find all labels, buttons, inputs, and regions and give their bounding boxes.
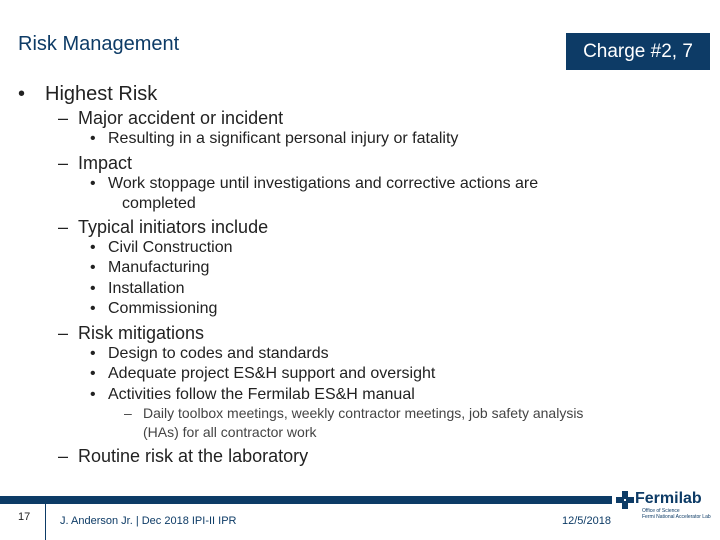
outline-text: completed (122, 195, 196, 212)
outline-text: Highest Risk (45, 83, 158, 105)
outline-text: Civil Construction (108, 239, 233, 256)
bullet-marker: • (90, 386, 96, 403)
footer-bar (0, 496, 612, 504)
outline-text: Installation (108, 280, 185, 297)
outline-text: Design to codes and standards (108, 345, 329, 362)
dash-marker: – (124, 405, 132, 421)
fermilab-logo-icon (616, 491, 634, 509)
slide-title: Risk Management (18, 33, 180, 55)
logo-subtitle-line: Office of Science (642, 508, 680, 514)
outline-text: (HAs) for all contractor work (143, 424, 317, 440)
dash-marker: – (58, 217, 69, 237)
charge-badge: Charge #2, 7 (566, 33, 710, 70)
logo-subtitle (642, 508, 711, 520)
page-number: 17 (18, 511, 31, 523)
bullet-marker: • (90, 280, 96, 297)
footer-date: 12/5/2018 (562, 515, 611, 527)
dash-marker: – (58, 446, 69, 466)
dash-marker: – (58, 153, 69, 173)
bullet-marker: • (90, 259, 96, 276)
logo-name: Fermilab (635, 490, 702, 507)
bullet-marker: • (18, 83, 26, 105)
bullet-marker: • (90, 365, 96, 382)
outline-text: Impact (78, 153, 133, 173)
bullet-marker: • (90, 345, 96, 362)
fermilab-logo (616, 490, 716, 526)
outline-text: Typical initiators include (78, 217, 269, 237)
bullet-marker: • (90, 130, 96, 147)
outline-text: Work stoppage until investigations and corrective actions are (108, 175, 539, 192)
bullet-marker: • (90, 239, 96, 256)
outline-text: Activities follow the Fermilab ES&H manual (108, 386, 415, 403)
outline-text: Manufacturing (108, 259, 210, 276)
outline-text: Major accident or incident (78, 108, 284, 128)
outline-text: Adequate project ES&H support and oversight (108, 365, 436, 382)
footer-author: J. Anderson Jr. | Dec 2018 IPI-II IPR (60, 515, 237, 527)
footer-divider (45, 504, 46, 540)
outline-text: Commissioning (108, 300, 218, 317)
dash-marker: – (58, 108, 69, 128)
outline-text: Resulting in a significant personal injury or fatality (108, 130, 459, 147)
bullet-marker: • (90, 175, 96, 192)
outline-text: Risk mitigations (78, 323, 205, 343)
outline-text: Routine risk at the laboratory (78, 446, 309, 466)
logo-subtitle-line: Fermi National Accelerator Lab (642, 514, 711, 520)
bullet-marker: • (90, 300, 96, 317)
outline-text: Daily toolbox meetings, weekly contractor meetings, job safety analysis (143, 405, 584, 421)
dash-marker: – (58, 323, 69, 343)
